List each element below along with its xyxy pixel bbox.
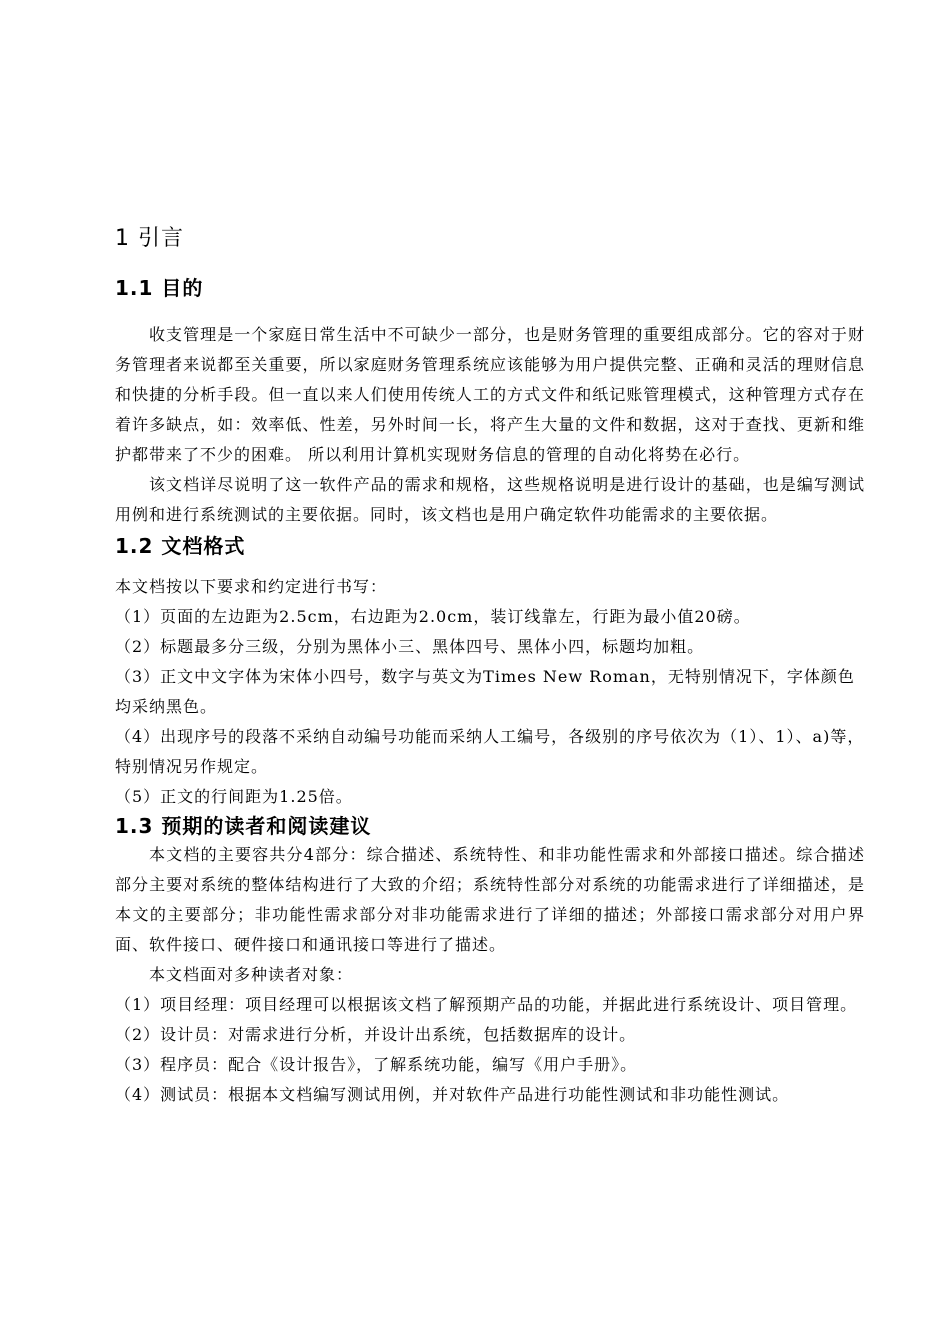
section-heading-format: 1.2 文档格式 xyxy=(115,534,246,558)
format-intro: 本文档按以下要求和约定进行书写： xyxy=(115,577,388,596)
section-heading-readers: 1.3 预期的读者和阅读建议 xyxy=(115,814,372,838)
readers-item-1: （1）项目经理：项目经理可以根据该文档了解预期产品的功能，并据此进行系统设计、项目管理。 xyxy=(115,995,858,1014)
readers-item-4: （4）测试员：根据本文档编写测试用例，并对软件产品进行功能性测试和非功能性测试。 xyxy=(115,1085,790,1104)
section-heading-purpose: 1.1 目的 xyxy=(115,276,204,300)
readers-item-2: （2）设计员：对需求进行分析，并设计出系统，包括数据库的设计。 xyxy=(115,1025,637,1044)
readers-paragraph-1: 本文档的主要容共分4部分：综合描述、系统特性、和非功能性需求和外部接口描述。综合描述部分主要对系统的整体结构进行了大致的介绍；系统特性部分对系统的功能需求进行了详细描述，是本文的主要部分；非功能性需求部分对非功能需求进行了详细的描述；外部接口需求部分对用户界面、软件接口、硬件接口和通讯接口等进行了描述。 xyxy=(115,845,865,954)
purpose-paragraph-1: 收支管理是一个家庭日常生活中不可缺少一部分，也是财务管理的重要组成部分。它的容对于财务管理者来说都至关重要，所以家庭财务管理系统应该能够为用户提供完整、正确和灵活的理财信息和快捷的分析手段。但一直以来人们使用传统人工的方式文件和纸记账管理模式，这种管理方式存在着许多缺点，如：效率低、性差，另外时间一长，将产生大量的文件和数据，这对于查找、更新和维护都带来了不少的困难。 所以利用计算机实现财务信息的管理的自动化将势在必行。 xyxy=(115,325,865,464)
readers-item-3: （3）程序员：配合《设计报告》，了解系统功能，编写《用户手册》。 xyxy=(115,1055,638,1074)
readers-paragraph-2: 本文档面对多种读者对象： xyxy=(149,965,354,984)
chapter-heading: 1 引言 xyxy=(115,226,184,251)
format-item-5: （5）正文的行间距为1.25倍。 xyxy=(115,787,353,806)
format-item-3: （3）正文中文字体为宋体小四号，数字与英文为Times New Roman，无特别情况下，字体颜色均采纳黑色。 xyxy=(115,667,855,716)
document-body xyxy=(115,224,865,1110)
format-item-1: （1）页面的左边距为2.5cm，右边距为2.0cm，装订线靠左，行距为最小值20磅。 xyxy=(115,607,751,626)
format-item-4: （4）出现序号的段落不采纳自动编号功能而采纳人工编号，各级别的序号依次为（1）、1）、a)等，特别情况另作规定。 xyxy=(115,727,865,776)
purpose-paragraph-2: 该文档详尽说明了这一软件产品的需求和规格，这些规格说明是进行设计的基础，也是编写测试用例和进行系统测试的主要依据。同时，该文档也是用户确定软件功能需求的主要依据。 xyxy=(115,475,865,524)
format-item-2: （2）标题最多分三级，分别为黑体小三、黑体四号、黑体小四，标题均加粗。 xyxy=(115,637,705,656)
